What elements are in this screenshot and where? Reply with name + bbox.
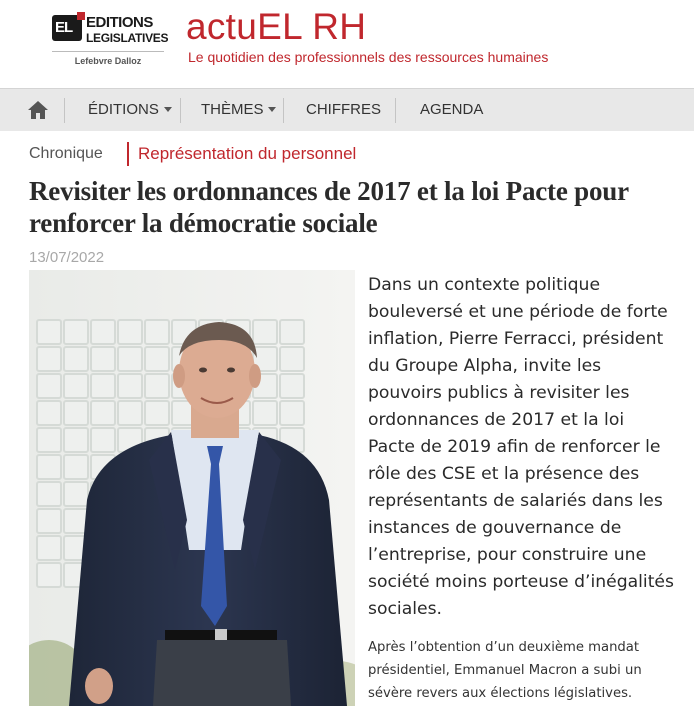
- glass-block: [64, 401, 88, 425]
- glass-block: [37, 374, 61, 398]
- lead-line: du Groupe Alpha, invite les: [368, 356, 602, 376]
- lead-line: pouvoirs publics à revisiter les: [368, 383, 630, 403]
- glass-block: [145, 374, 169, 398]
- glass-block: [64, 374, 88, 398]
- logo-divider: [52, 51, 164, 52]
- site-brand[interactable]: actuEL RH: [186, 6, 367, 47]
- breadcrumb-divider: [127, 142, 129, 166]
- home-icon[interactable]: [26, 99, 50, 121]
- glass-block: [37, 509, 61, 533]
- nav-item-themes[interactable]: THÈMES: [201, 101, 264, 118]
- glass-block: [37, 563, 61, 587]
- glass-block: [91, 347, 115, 371]
- body-line: Après l’obtention d’un deuxième mandat: [368, 640, 640, 655]
- glass-block: [118, 347, 142, 371]
- article-photo: [29, 270, 355, 706]
- glass-block: [64, 320, 88, 344]
- chevron-down-icon[interactable]: [164, 107, 172, 112]
- glass-block: [118, 374, 142, 398]
- publisher-logo-subtitle: Lefebvre Dalloz: [74, 56, 142, 66]
- glass-block: [280, 320, 304, 344]
- publisher-logo-line2: LEGISLATIVES: [86, 31, 169, 45]
- article-lead: [368, 272, 686, 623]
- lead-line: instances de gouvernance de: [368, 518, 622, 538]
- lead-line: inflation, Pierre Ferracci, président: [368, 329, 664, 349]
- glass-block: [37, 536, 61, 560]
- glass-block: [253, 320, 277, 344]
- body-line: sévère revers aux élections législatives.: [368, 686, 633, 701]
- glass-block: [64, 455, 88, 479]
- breadcrumb-section[interactable]: Chronique: [29, 145, 103, 162]
- glass-block: [37, 455, 61, 479]
- nav-divider: [64, 98, 65, 123]
- publisher-logo-line1: EDITIONS: [86, 14, 153, 31]
- nav-item-chiffres[interactable]: CHIFFRES: [306, 101, 381, 118]
- glass-block: [64, 482, 88, 506]
- lead-line: représentants de salariés dans les: [368, 491, 663, 511]
- glass-block: [64, 509, 88, 533]
- portrait-illustration: [29, 270, 355, 706]
- lead-line: ordonnances de 2017 et la loi: [368, 410, 625, 430]
- glass-block: [91, 320, 115, 344]
- lead-line: Dans un contexte politique: [368, 275, 601, 295]
- lead-line: bouleversé et une période de forte: [368, 302, 668, 322]
- site-header: [0, 0, 694, 88]
- breadcrumb-category[interactable]: Représentation du personnel: [138, 144, 357, 163]
- article-date: 13/07/2022: [29, 249, 105, 266]
- glass-block: [91, 428, 115, 452]
- glass-block: [280, 374, 304, 398]
- lead-line: l’entreprise, pour construire une: [368, 545, 647, 565]
- glass-block: [37, 428, 61, 452]
- glass-block: [37, 401, 61, 425]
- lead-line: sociales.: [368, 599, 442, 619]
- nav-divider: [283, 98, 284, 123]
- lead-line: société moins porteuse d’inégalités: [368, 572, 674, 592]
- glass-block: [280, 347, 304, 371]
- nav-item-agenda[interactable]: AGENDA: [420, 101, 484, 118]
- publisher-logo-mark: EL: [52, 15, 82, 41]
- glass-block: [64, 347, 88, 371]
- glass-block: [64, 428, 88, 452]
- nav-divider: [395, 98, 396, 123]
- main-nav: [0, 88, 694, 131]
- glass-block: [145, 347, 169, 371]
- chevron-down-icon[interactable]: [268, 107, 276, 112]
- publisher-logo[interactable]: [52, 12, 169, 68]
- glass-block: [91, 374, 115, 398]
- lead-line: rôle des CSE et la présence des: [368, 464, 640, 484]
- glass-block: [37, 320, 61, 344]
- glass-block: [118, 401, 142, 425]
- glass-block: [37, 347, 61, 371]
- glass-block: [280, 401, 304, 425]
- glass-block: [253, 401, 277, 425]
- article-title: Revisiter les ordonnances de 2017 et la loi Pacte pour renforcer la démocratie sociale: [29, 176, 629, 238]
- glass-block: [37, 482, 61, 506]
- lead-line: Pacte de 2019 afin de renforcer le: [368, 437, 661, 457]
- body-line: présidentiel, Emmanuel Macron a subi un: [368, 663, 642, 678]
- nav-item-editions[interactable]: ÉDITIONS: [88, 101, 159, 118]
- glass-block: [91, 401, 115, 425]
- glass-block: [118, 320, 142, 344]
- article-body: [368, 636, 686, 705]
- nav-divider: [180, 98, 181, 123]
- glass-block: [145, 320, 169, 344]
- site-tagline: Le quotidien des professionnels des ressources humaines: [188, 49, 549, 65]
- glass-block: [145, 401, 169, 425]
